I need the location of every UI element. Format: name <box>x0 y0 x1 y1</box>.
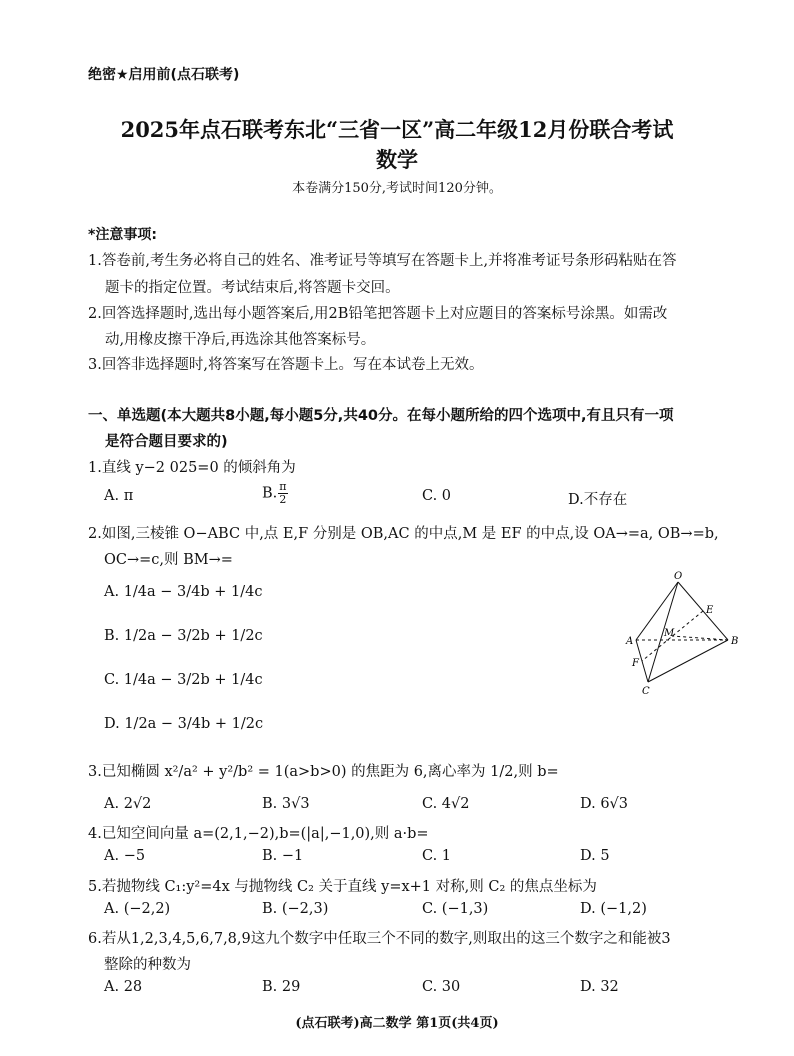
label-f: F <box>632 658 639 669</box>
tetrahedron-figure <box>620 568 750 698</box>
question-2-stem-cont: OC→=c,则 BM→= <box>104 552 233 568</box>
q3-option-d: D. 6√3 <box>580 796 629 812</box>
q6-option-c: C. 30 <box>422 979 461 995</box>
q4-option-b: B. −1 <box>262 848 304 864</box>
subject-title: 数学 <box>376 147 418 172</box>
q6-option-d: D. 32 <box>580 979 619 995</box>
question-2-stem: 2.如图,三棱锥 O−ABC 中,点 E,F 分别是 OB,AC 的中点,M 是 EF 的中点,设 OA→=a, OB→=b, <box>88 526 719 542</box>
question-6-stem: 6.若从1,2,3,4,5,6,7,8,9这九个数字中任取三个不同的数字,则取出的这三个数字之和能被3 <box>88 931 671 947</box>
q2-option-c: C. 1/4a − 3/2b + 1/4c <box>104 672 263 688</box>
label-e: E <box>706 605 714 616</box>
notice-line: 2.回答选择题时,选出每小题答案后,用2B铅笔把答题卡上对应题目的答案标号涂黑。如需改 <box>88 306 668 322</box>
notice-title: *注意事项: <box>88 227 157 243</box>
full-score-note: 本卷满分150分,考试时间120分钟。 <box>292 181 502 196</box>
question-6-stem-cont: 整除的种数为 <box>104 957 191 973</box>
question-3-stem: 3.已知椭圆 x²/a² + y²/b² = 1(a>b>0) 的焦距为 6,离心率为 1/2,则 b= <box>88 764 559 780</box>
question-4-stem: 4.已知空间向量 a=(2,1,−2),b=(|a|,−1,0),则 a·b= <box>88 826 429 842</box>
confidential-label: 绝密★启用前(点石联考) <box>88 67 240 83</box>
label-o: O <box>674 571 683 582</box>
q6-option-b: B. 29 <box>262 979 301 995</box>
page-footer: (点石联考)高二数学 第1页(共4页) <box>295 1016 499 1031</box>
q2-option-a: A. 1/4a − 3/4b + 1/4c <box>104 584 263 600</box>
exam-title: 2025年点石联考东北“三省一区”高二年级12月份联合考试 <box>120 117 674 142</box>
section-title: 一、单选题(本大题共8小题,每小题5分,共40分。在每小题所给的四个选项中,有且只有一项 <box>88 408 674 424</box>
q4-option-d: D. 5 <box>580 848 610 864</box>
q6-option-a: A. 28 <box>104 979 143 995</box>
q4-option-c: C. 1 <box>422 848 452 864</box>
q5-option-b: B. (−2,3) <box>262 901 329 917</box>
q2-option-b: B. 1/2a − 3/2b + 1/2c <box>104 628 263 644</box>
section-title-cont: 是符合题目要求的) <box>105 434 228 450</box>
q3-option-a: A. 2√2 <box>104 796 152 812</box>
question-5-stem: 5.若抛物线 C₁:y²=4x 与抛物线 C₂ 关于直线 y=x+1 对称,则 C₂ 的焦点坐标为 <box>88 879 597 895</box>
question-1-stem: 1.直线 y−2 025=0 的倾斜角为 <box>88 460 296 476</box>
q5-option-a: A. (−2,2) <box>104 901 171 917</box>
q1-option-c: C. 0 <box>422 488 452 504</box>
q1-option-a: A. π <box>104 488 134 504</box>
q3-option-c: C. 4√2 <box>422 796 470 812</box>
label-m: M <box>664 628 675 639</box>
notice-line: 3.回答非选择题时,将答案写在答题卡上。写在本试卷上无效。 <box>88 357 484 373</box>
q4-option-a: A. −5 <box>104 848 146 864</box>
label-c: C <box>642 686 650 697</box>
notice-line: 1.答卷前,考生务必将自己的姓名、准考证号等填写在答题卡上,并将准考证号条形码粘贴在答 <box>88 253 677 269</box>
notice-line: 动,用橡皮擦干净后,再选涂其他答案标号。 <box>105 332 376 348</box>
q1-option-d: D.不存在 <box>568 492 628 508</box>
q5-option-c: C. (−1,3) <box>422 901 489 917</box>
label-a: A <box>626 636 634 647</box>
notice-line: 题卡的指定位置。考试结束后,将答题卡交回。 <box>105 280 400 296</box>
q1-option-b: B. $\frac{\pi}{2}$ <box>262 480 287 506</box>
segment-bm <box>672 636 728 640</box>
q3-option-b: B. 3√3 <box>262 796 310 812</box>
q2-option-d: D. 1/2a − 3/4b + 1/2c <box>104 716 264 732</box>
q5-option-d: D. (−1,2) <box>580 901 647 917</box>
label-b: B <box>731 636 739 647</box>
